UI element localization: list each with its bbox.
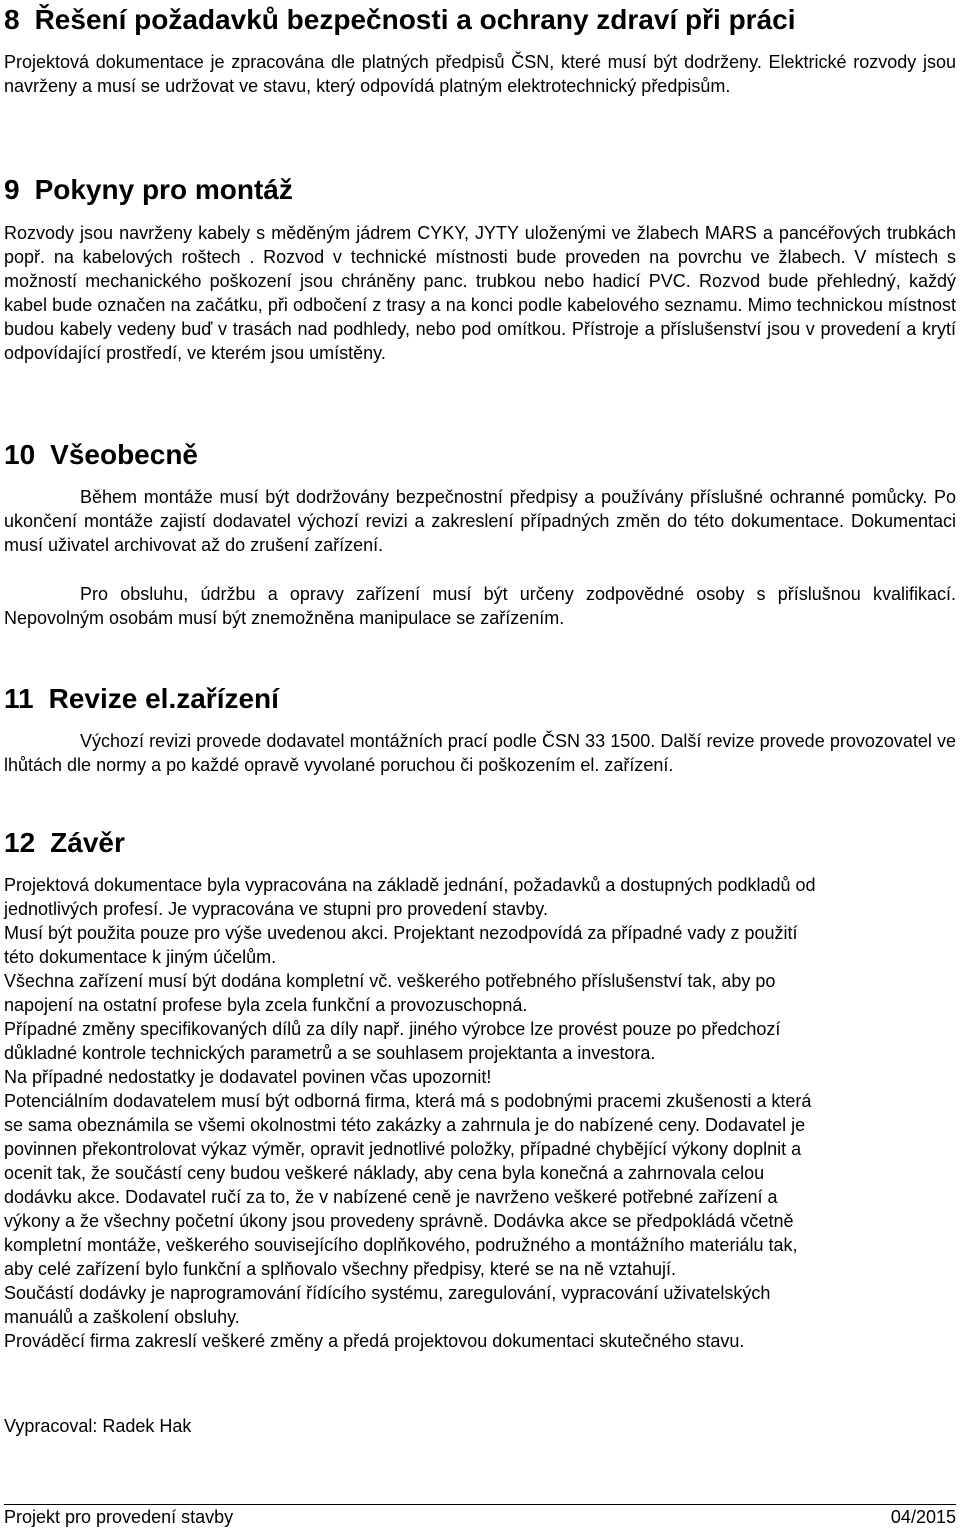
section-12-line: výkony a že všechny početní úkony jsou provedeny správně. Dodávka akce se předpokládá včetně [4,1211,794,1231]
section-12-body [4,873,956,1353]
section-12-title: Závěr [50,827,125,858]
section-11-heading [4,682,279,716]
footer-date: 04/2015 [890,1507,956,1527]
section-12-line: povinnen překontrolovat výkaz výměr, opravit jednotlivé položky, případné chybějící výkony doplnit a [4,1139,802,1159]
section-12-line: dodávku akce. Dodavatel ručí za to, že v nabízené ceně je navrženo veškeré potřebné zařízení a [4,1187,778,1207]
section-12-line: jednotlivých profesí. Je vypracována ve stupni pro provedení stavby. [4,899,548,919]
section-10-paragraph-2: Pro obsluhu, údržbu a opravy zařízení musí být určeny zodpovědné osoby s příslušnou kvalifikací. Nepovolným osobám musí být znemožněna manipulace se zařízením. [4,584,956,628]
section-9-heading [4,173,293,207]
section-12-line: Projektová dokumentace byla vypracována na základě jednání, požadavků a dostupných podkladů od [4,875,816,895]
section-12-line: Na případné nedostatky je dodavatel povinen včas upozornit! [4,1067,492,1087]
section-12-line: Součástí dodávky je naprogramování řídícího systému, zaregulování, vypracování uživatelských [4,1283,771,1303]
section-11-number: 11 [4,683,34,714]
section-12-line: kompletní montáže, veškerého souvisejícího doplňkového, podružného a montážního materiálu tak, [4,1235,798,1255]
section-11-title: Revize el.zařízení [48,683,279,714]
section-12-line: manuálů a zaškolení obsluhy. [4,1307,240,1327]
section-9-number: 9 [4,174,20,205]
section-8-title: Řešení požadavků bezpečnosti a ochrany zdraví při práci [34,4,796,35]
section-12-line: Potenciálním dodavatelem musí být odborná firma, která má s podobnými pracemi zkušenosti a která [4,1091,812,1111]
section-11-paragraph: Výchozí revizi provede dodavatel montážních prací podle ČSN 33 1500. Další revize provede provozovatel ve lhůtách dle normy a po každé opravě vyvolané poruchou či poškozením el. zařízení. [4,731,956,775]
section-12-line: Všechna zařízení musí být dodána kompletní vč. veškerého potřebného příslušenství tak, aby po [4,971,776,991]
footer-rule [4,1504,956,1505]
section-12-line: se sama obeznámila se všemi okolnostmi této zakázky a zahrnula je do nabízené ceny. Dodavatel je [4,1115,806,1135]
section-8-heading [4,3,796,37]
section-12-line: ocenit tak, že součástí ceny budou veškeré náklady, aby cena byla konečná a zahrnovala celou [4,1163,765,1183]
section-12-line: Musí být použita pouze pro výše uvedenou akci. Projektant nezodpovídá za případné vady z použití [4,923,798,943]
section-12-line: napojení na ostatní profese byla zcela funkční a provozuschopná. [4,995,528,1015]
section-12-number: 12 [4,827,36,858]
section-12-line: této dokumentace k jiným účelům. [4,947,277,967]
section-8-number: 8 [4,4,20,35]
footer-project-label: Projekt pro provedení stavby [4,1507,234,1527]
section-10-title: Všeobecně [50,439,199,470]
section-9-title: Pokyny pro montáž [34,174,293,205]
section-9-paragraph: Rozvody jsou navrženy kabely s měděným jádrem CYKY, JYTY uloženými ve žlabech MARS a pancéřových trubkách popř. na kabelových roštech . Rozvod v technické místnosti bude proveden na povrchu ve žlabech. V místech s možností mechanického poškození jsou chráněny panc. trubkou nebo hadicí PVC. Rozvod bude přehledný, každý kabel bude označen na začátku, při odbočení z trasy a na konci podle kabelového seznamu. Mimo technickou místnost budou kabely vedeny buď v trasách nad podhledy, nebo pod omítkou. Přístroje a příslušenství jsou v provedení a krytí odpovídající prostředí, ve kterém jsou umístěny. [4,223,956,363]
section-12-line: aby celé zařízení bylo funkční a splňovalo všechny předpisy, které se na ně vztahují. [4,1259,677,1279]
section-12-line: důkladné kontrole technických parametrů a se souhlasem projektanta a investora. [4,1043,656,1063]
section-12-heading [4,826,125,860]
section-12-line: Prováděcí firma zakreslí veškeré změny a předá projektovou dokumentaci skutečného stavu. [4,1331,745,1351]
signature: Vypracoval: Radek Hak [4,1416,192,1436]
section-10-heading [4,438,198,472]
section-10-number: 10 [4,439,36,470]
section-10-paragraph-1: Během montáže musí být dodržovány bezpečnostní předpisy a používány příslušné ochranné pomůcky. Po ukončení montáže zajistí dodavatel výchozí revizi a zakreslení případných změn do této dokumentace. Dokumentaci musí uživatel archivovat až do zrušení zařízení. [4,487,956,555]
section-12-line: Případné změny specifikovaných dílů za díly např. jiného výrobce lze provést pouze po předchozí [4,1019,781,1039]
section-8-paragraph: Projektová dokumentace je zpracována dle platných předpisů ČSN, které musí být dodrženy. Elektrické rozvody jsou navrženy a musí se udržovat ve stavu, který odpovídá platným elektrotechnický předpisům. [4,52,956,96]
